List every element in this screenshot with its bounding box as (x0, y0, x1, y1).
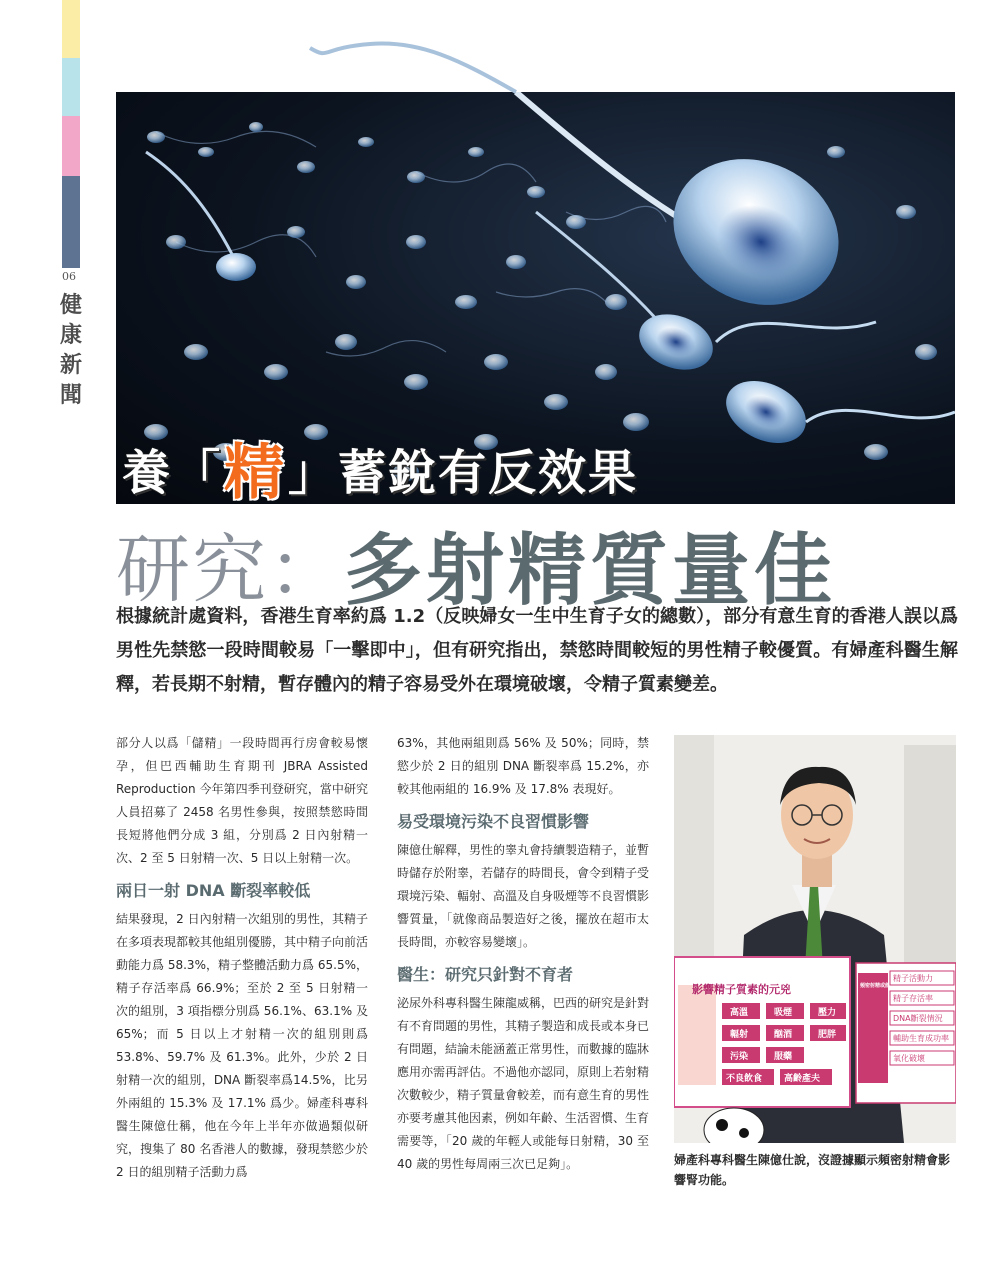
photo-caption: 婦產科專科醫生陳億仕說，沒證據顯示頻密射精會影響腎功能。 (674, 1153, 951, 1187)
board-title: 影響精子質素的元兇 (692, 983, 791, 996)
board-cell-2: 壓力 (818, 1008, 837, 1018)
side-item-4: 氧化破壞 (893, 1054, 925, 1063)
board-cell-7: 服藥 (774, 1052, 793, 1062)
board-cell-5: 肥胖 (818, 1030, 837, 1040)
article-column-2 (397, 732, 649, 1176)
board-cell-4: 酗酒 (774, 1030, 793, 1040)
headline-sub-light: 研究： (116, 527, 344, 613)
headline-part-2: 」蓄銳有反效果 (288, 444, 639, 501)
sperm-tail-overflow (0, 0, 1000, 100)
board-cell-1: 吸煙 (774, 1008, 793, 1018)
doctor-photo (674, 735, 956, 1143)
board-cell-0: 高溫 (730, 1008, 749, 1018)
side-item-1: 精子存活率 (893, 994, 933, 1003)
column-2-subhead-1: 易受環境污染不良習慣影響 (397, 812, 590, 831)
doctor-photo-illustration (674, 735, 956, 1143)
side-item-0: 精子活動力 (893, 974, 933, 983)
lead-paragraph: 根據統計處資料，香港生育率約爲 1.2（反映婦女一生中生育子女的總數），部分有意生育的香港人誤以爲男性先禁慾一段時間較易「一擊即中」，但有研究指出，禁慾時間較短的男性精子較優質。有婦產科醫生解釋，若長期不射精，暫存體內的精子容易受外在環境破壞，令精子質素變差。 (116, 606, 958, 695)
board-cell-3: 輻射 (730, 1030, 749, 1040)
column-1-subhead: 兩日一射 DNA 斷裂率較低 (116, 881, 311, 900)
color-strip-slate (62, 176, 80, 268)
chart-board (674, 957, 850, 1107)
board-cell-9: 高齡產夫 (784, 1074, 821, 1084)
headline-sub-bold: 多射精質量佳 (344, 525, 837, 616)
headline-highlight: 精 (224, 438, 287, 508)
board-cell-6: 污染 (730, 1052, 749, 1062)
column-2-subhead-2: 醫生：研究只針對不育者 (397, 965, 574, 984)
section-label: 健康新聞 (60, 292, 83, 408)
side-board (856, 963, 956, 1103)
column-1-paragraph-2: 結果發現，2 日內射精一次組別的男性，其精子在多項表現都較其他組別優勝，其中精子向前活動能力爲 58.3%，精子整體活動力爲 65.5%，精子存活率爲 66.9%；至於 2 至 5 日射精一次的組別，3 項指標分別爲 56.1%、63.1% 及 65%；而 5 日以上才射精一次的組別則爲 53.8%、59.7% 及 61.3%。此外，少於 2 日射精一次的組別，DNA 斷裂率爲14.5%，比另外兩組的 15.3% 及 17.1% 爲少。婦產科專科醫生陳億仕稱，他在今年上半年亦做過類似研究，搜集了 80 名香港人的數據，發現禁慾少於 2 日的組別精子活動力爲 (116, 912, 369, 1179)
column-2-paragraph-2: 陳億仕解釋，男性的睾丸會持續製造精子，並暫時儲存於附睾，若儲存的時間長，會令到精子受環境污染、輻射、高溫及自身吸煙等不良習慣影響質量，「就像商品製造好之後，擺放在超市太長時間，亦較容易變壞」。 (397, 843, 650, 949)
board-cell-8: 不良飲食 (726, 1074, 763, 1084)
side-item-2: DNA斷裂情況 (893, 1014, 943, 1023)
column-2-paragraph-3: 泌尿外科專科醫生陳龍威稱，巴西的研究是針對有不育問題的男性，其精子製造和成長或本身已有問題，結論未能涵蓋正常男性，而數據的臨牀應用亦需再評估。不過他亦認同，原則上若射精次數較少，精子質量會較差，而有意生育的男性亦要考慮其他因素，例如年齡、生活習慣、生育需要等，「20 歲的年輕人或能每日射精，30 至 40 歲的男性每周兩三次已足夠」。 (397, 996, 650, 1171)
headline-part-1: 養「 (122, 444, 223, 501)
column-1-paragraph-1: 部分人以爲「儲精」一段時間再行房會較易懷孕，但巴西輔助生育期刊 JBRA Assisted Reproduction 今年第四季刊登研究，當中研究人員招募了 2458 名男性參與，按照禁慾時間長短將他們分成 3 組，分別爲 2 日內射精一次、2 至 5 日射精一次、5 日以上射精一次。 (116, 736, 368, 865)
article-column-1 (116, 732, 368, 1184)
side-item-3: 輔助生育成功率 (893, 1034, 949, 1043)
color-strip-pink (62, 116, 80, 176)
column-2-paragraph-1: 63%，其他兩組則爲 56% 及 50%；同時，禁慾少於 2 日的組別 DNA 斷裂率爲 15.2%，亦較其他兩組的 16.9% 及 17.8% 表現好。 (397, 736, 649, 796)
side-card: 頻密射精或能元素組合 (860, 983, 911, 989)
headline-main (122, 432, 639, 508)
page-number: 06 (62, 270, 76, 283)
